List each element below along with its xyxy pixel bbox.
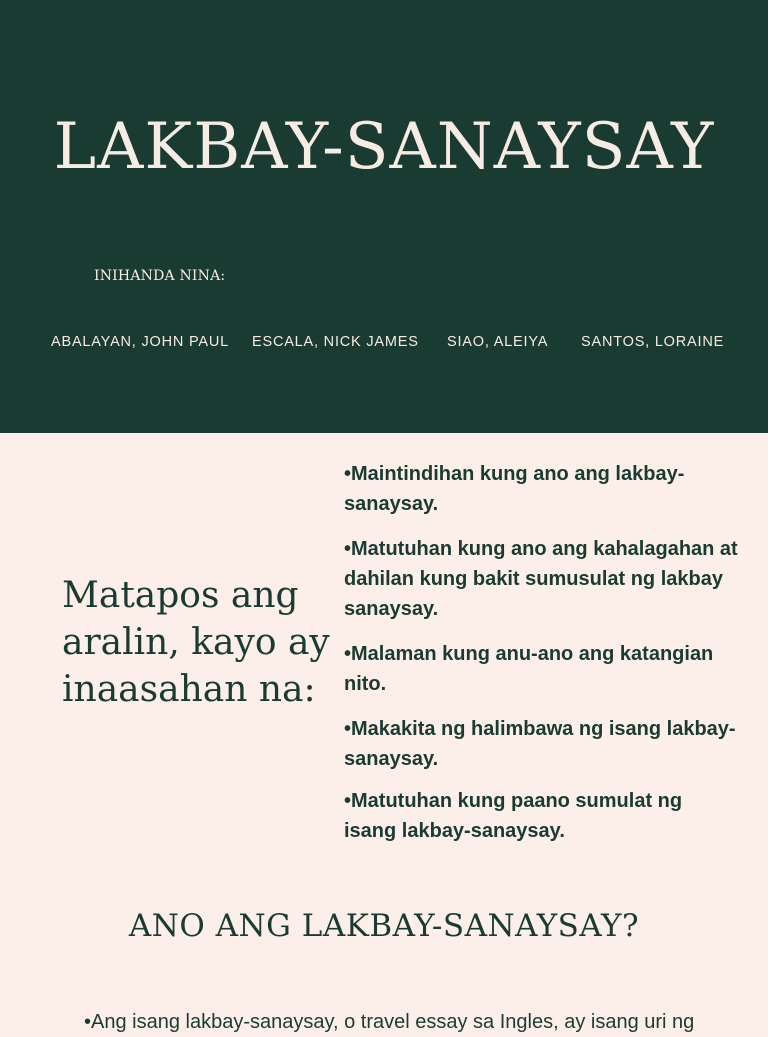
author-name: ABALAYAN, JOHN PAUL [51, 334, 229, 350]
author-name: SANTOS, LORAINE [581, 334, 725, 350]
prepared-by-label: INIHANDA NINA: [94, 268, 226, 284]
section-heading: ANO ANG LAKBAY-SANAYSAY? [128, 908, 640, 944]
definition-text: •Ang isang lakbay-sanaysay, o travel essay sa Ingles, ay isang uri ng [84, 1011, 695, 1033]
objective-item: •Matutuhan kung paano sumulat ng isang lakbay-sanaysay. [344, 790, 683, 842]
objective-item: •Makakita ng halimbawa ng isang lakbay-sanaysay. [344, 718, 736, 770]
objective-item: •Matutuhan kung ano ang kahalagahan at dahilan kung bakit sumusulat ng lakbay sanaysay. [344, 538, 738, 620]
objective-item: •Maintindihan kung ano ang lakbay-sanaysay. [344, 463, 685, 515]
objective-item: •Malaman kung anu-ano ang katangian nito. [344, 643, 714, 695]
document-title: LAKBAY-SANAYSAY [53, 110, 715, 184]
objectives-lead-text: Matapos ang aralin, kayo ay inaasahan na: [62, 575, 330, 710]
author-name: SIAO, ALEIYA [447, 334, 549, 350]
author-name: ESCALA, NICK JAMES [252, 334, 419, 350]
